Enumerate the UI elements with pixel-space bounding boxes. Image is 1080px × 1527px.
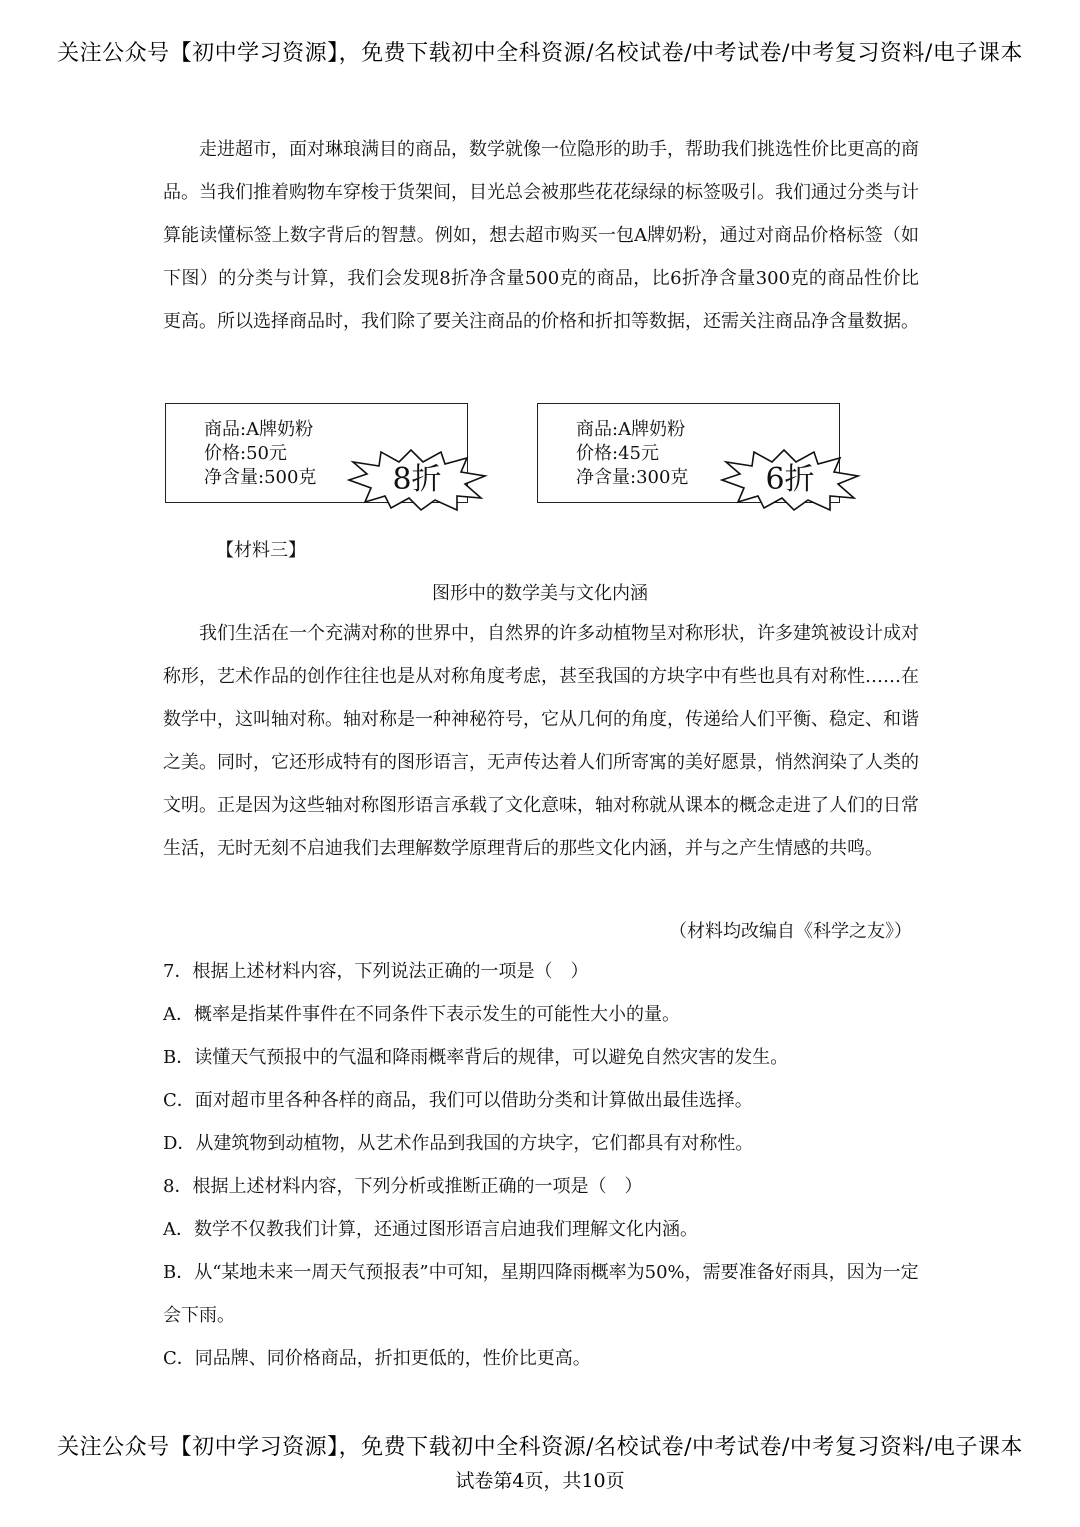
source-note: （材料均改编自《科学之友》） [669,921,912,942]
price-tag-lines [576,418,688,490]
supermarket-paragraph: 走进超市，面对琳琅满目的商品，数学就像一位隐形的助手，帮助我们挑选性价比更高的商品。当我们推着购物车穿梭于货架间，目光总会被那些花花绿绿的标签吸引。我们通过分类与计算能读懂标签上数字背后的智慧。例如，想去超市购买一包A牌奶粉，通过对商品价格标签（如下图）的分类与计算，我们会发现8折净含量500克的商品，比6折净含量300克的商品性价比更高。所以选择商品时，我们除了要关注商品的价格和折扣等数据，还需关注商品净含量数据。 [163,139,919,332]
net-weight-line: 净含量:500克 [204,467,317,488]
question-7-option-a: A．概率是指某件事件在不同条件下表示发生的可能性大小的量。 [163,1004,680,1025]
material-three-title: 图形中的数学美与文化内涵 [432,583,648,604]
question-7-option-b: B．读懂天气预报中的气温和降雨概率背后的规律，可以避免自然灾害的发生。 [163,1047,789,1068]
discount-label: 8折 [392,462,442,497]
question-7-option-c: C．面对超市里各种各样的商品，我们可以借助分类和计算做出最佳选择。 [163,1090,753,1111]
top-banner: 关注公众号【初中学习资源】，免费下载初中全科资源/名校试卷/中考试卷/中考复习资料/电子课本 [57,41,1023,66]
price-line: 价格:45元 [576,443,659,464]
question-7-stem: 7．根据上述材料内容，下列说法正确的一项是（ ） [163,961,589,982]
price-tag-lines [204,418,316,490]
page-footer: 试卷第4页，共10页 [455,1470,625,1492]
question-8-option-a: A．数学不仅教我们计算，还通过图形语言启迪我们理解文化内涵。 [163,1219,698,1240]
bottom-banner: 关注公众号【初中学习资源】，免费下载初中全科资源/名校试卷/中考试卷/中考复习资料/电子课本 [57,1435,1023,1460]
symmetry-paragraph: 我们生活在一个充满对称的世界中，自然界的许多动植物呈对称形状，许多建筑被设计成对称形，艺术作品的创作往往也是从对称角度考虑，甚至我国的方块字中有些也具有对称性……在数学中，这叫轴对称。轴对称是一种神秘符号，它从几何的角度，传递给人们平衡、稳定、和谐之美。同时，它还形成特有的图形语言，无声传达着人们所寄寓的美好愿景，悄然润染了人类的文明。正是因为这些轴对称图形语言承载了文化意味，轴对称就从课本的概念走进了人们的日常生活，无时无刻不启迪我们去理解数学原理背后的那些文化内涵，并与之产生情感的共鸣。 [163,623,919,859]
discount-label: 6折 [765,462,815,497]
discount-burst [345,448,489,512]
question-8-option-b: B．从“某地未来一周天气预报表”中可知，星期四降雨概率为50%，需要准备好雨具，因为一定会下雨。 [163,1262,919,1326]
question-8-option-c: C．同品牌、同价格商品，折扣更低的，性价比更高。 [163,1348,591,1369]
net-weight-line: 净含量:300克 [576,467,689,488]
question-8-stem: 8．根据上述材料内容，下列分析或推断正确的一项是（ ） [163,1176,643,1197]
price-line: 价格:50元 [204,443,287,464]
product-line: 商品:A牌奶粉 [576,419,686,440]
question-7-option-d: D．从建筑物到动植物，从艺术作品到我国的方块字，它们都具有对称性。 [163,1133,754,1154]
product-line: 商品:A牌奶粉 [204,419,314,440]
discount-burst [718,448,862,512]
material-three-tag: 【材料三】 [216,540,306,561]
